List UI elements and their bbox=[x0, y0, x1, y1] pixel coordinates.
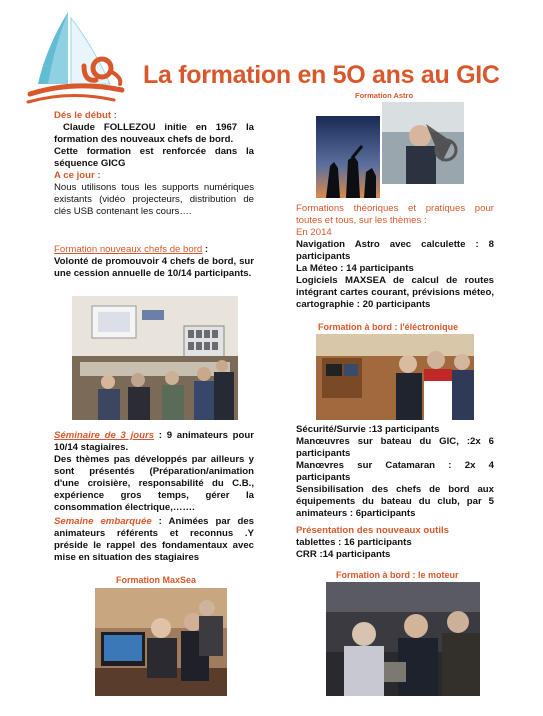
item-meteo: La Méteo : 14 participants bbox=[296, 263, 414, 274]
maxsea-caption: Formation MaxSea bbox=[116, 575, 197, 585]
seminaire-text: : 9 animateurs pour 10/14 stagiaires. bbox=[54, 430, 254, 453]
item-astro: Navigation Astro avec calculette : 8 participants bbox=[296, 239, 494, 262]
item-manoeuvres-catamaran: Manœvres sur Catamaran : 2x 4 participants bbox=[296, 460, 494, 483]
electronique-photo bbox=[316, 334, 474, 420]
moteur-caption: Formation à bord : le moteur bbox=[336, 570, 459, 580]
semaine-heading: Semaine embarquée bbox=[54, 516, 152, 527]
classroom-photo bbox=[72, 296, 238, 420]
page-title: La formation en 5O ans au GIC bbox=[143, 61, 500, 89]
item-crr: CRR :14 participants bbox=[296, 549, 391, 560]
astro-caption: Formation Astro bbox=[355, 91, 414, 100]
maxsea-photo bbox=[95, 588, 227, 696]
item-securite: Sécurité/Survie :13 participants bbox=[296, 424, 440, 435]
astro-photo-night bbox=[316, 116, 380, 198]
debut-text-2: Cette formation est renforcée dans la séquence GICG bbox=[54, 146, 254, 169]
astro-photo-sextant bbox=[382, 102, 464, 184]
nouveaux-colon: : bbox=[202, 244, 209, 255]
nouveaux-text: Volonté de promouvoir 4 chefs de bord, sur une cession annuelle de 10/14 participants. bbox=[54, 256, 254, 279]
debut-text: Claude FOLLEZOU initie en 1967 la formation des nouveaux chefs de bord. bbox=[54, 122, 254, 145]
ce-jour-heading: A ce jour : bbox=[54, 170, 101, 181]
year-heading: En 2014 bbox=[296, 227, 332, 238]
seminaire-heading: Séminaire de 3 jours bbox=[54, 430, 155, 441]
semaine-para bbox=[54, 516, 254, 564]
electronique-caption: Formation à bord : l'éléctronique bbox=[318, 322, 459, 332]
themes-text: Des thèmes pas développés par ailleurs y sont présentés (Préparation/animation d'une croisière, responsabilité du C.B., expérience gros temps, gérer la consommation électrique,……. bbox=[54, 454, 254, 513]
item-maxsea: Logiciels MAXSEA de calcul de routes intégrant cartes courant, prévisions méteo, cartographie : 20 participants bbox=[296, 275, 494, 310]
item-manoeuvres-gic: Manœuvres sur bateau du GIC, :2x 6 participants bbox=[296, 436, 494, 459]
nouveaux-heading-line bbox=[54, 244, 264, 256]
item-tablettes: tablettes : 16 participants bbox=[296, 537, 412, 548]
semaine-text: : Animées par des animateurs référents et reconnus .Y préside le rappel des fondamentaux avec mise en situation des stagiaires bbox=[54, 516, 254, 563]
item-sensibilisation: Sensibilisation des chefs de bord aux équipements du bateau du club, par 5 animateurs : 6participants bbox=[296, 484, 494, 519]
nouveaux-heading: Formation nouveaux chefs de bord bbox=[54, 244, 203, 255]
seminaire-para bbox=[54, 430, 254, 454]
gic-logo bbox=[24, 8, 128, 108]
ce-jour-text: Nous utilisons tous les supports numériques existants (vidéo projecteurs, distribution de clés USB contenant les cours…. bbox=[54, 182, 254, 217]
moteur-photo bbox=[326, 582, 480, 696]
debut-heading: Dés le début : bbox=[54, 110, 117, 121]
nouveaux-outils-heading: Présentation des nouveaux outils bbox=[296, 525, 450, 536]
formations-heading: Formations théoriques et pratiques pour toutes et tous, sur les thèmes : bbox=[296, 203, 494, 226]
